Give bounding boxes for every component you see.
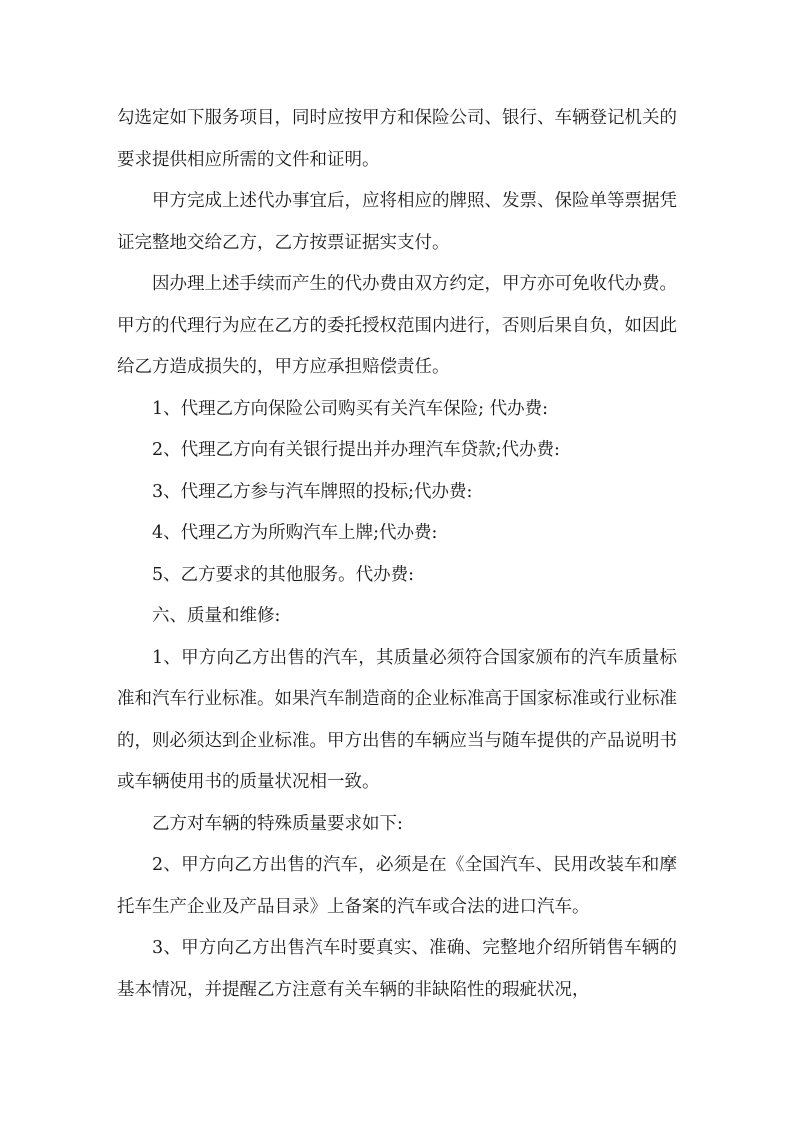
list-item-4: 4、代理乙方为所购汽车上牌;代办费: — [152, 523, 438, 543]
paragraph-0: 勾选定如下服务项目，同时应按甲方和保险公司、银行、车辆登记机关的要求提供相应所需的文件和证明。 — [117, 108, 677, 170]
list-item-3: 3、代理乙方参与汽车牌照的投标;代办费: — [152, 481, 473, 502]
section-heading: 六、质量和维修: — [152, 606, 281, 626]
paragraph-special-requirements: 乙方对车辆的特殊质量要求如下: — [152, 813, 403, 834]
paragraph-quality-3: 3、甲方向乙方出售汽车时要真实、准确、完整地介绍所销售车辆的基本情况，并提醒乙方注意有关车辆的非缺陷性的瑕疵状况， — [117, 938, 677, 1000]
list-item-2: 2、代理乙方向有关银行提出并办理汽车贷款;代办费: — [152, 440, 560, 460]
document-body — [117, 98, 677, 1011]
list-item-1: 1、代理乙方向保险公司购买有关汽车保险; 代办费: — [152, 398, 548, 419]
paragraph-1: 甲方完成上述代办事宜后，应将相应的牌照、发票、保险单等票据凭证完整地交给乙方，乙方按票证据实支付。 — [117, 191, 677, 253]
paragraph-2: 因办理上述手续而产生的代办费由双方约定，甲方亦可免收代办费。甲方的代理行为应在乙方的委托授权范围内进行，否则后果自负，如因此给乙方造成损失的，甲方应承担赔偿责任。 — [117, 274, 677, 377]
paragraph-quality-2: 2、甲方向乙方出售的汽车，必须是在《全国汽车、民用改装车和摩托车生产企业及产品目录》上备案的汽车或合法的进口汽车。 — [117, 855, 677, 917]
list-item-5: 5、乙方要求的其他服务。代办费: — [152, 564, 415, 585]
paragraph-quality-1: 1、甲方向乙方出售的汽车，其质量必须符合国家颁布的汽车质量标准和汽车行业标准。如果汽车制造商的企业标准高于国家标准或行业标准的，则必须达到企业标准。甲方出售的车辆应当与随车提供的产品说明书或车辆使用书的质量状况相一致。 — [117, 647, 677, 792]
